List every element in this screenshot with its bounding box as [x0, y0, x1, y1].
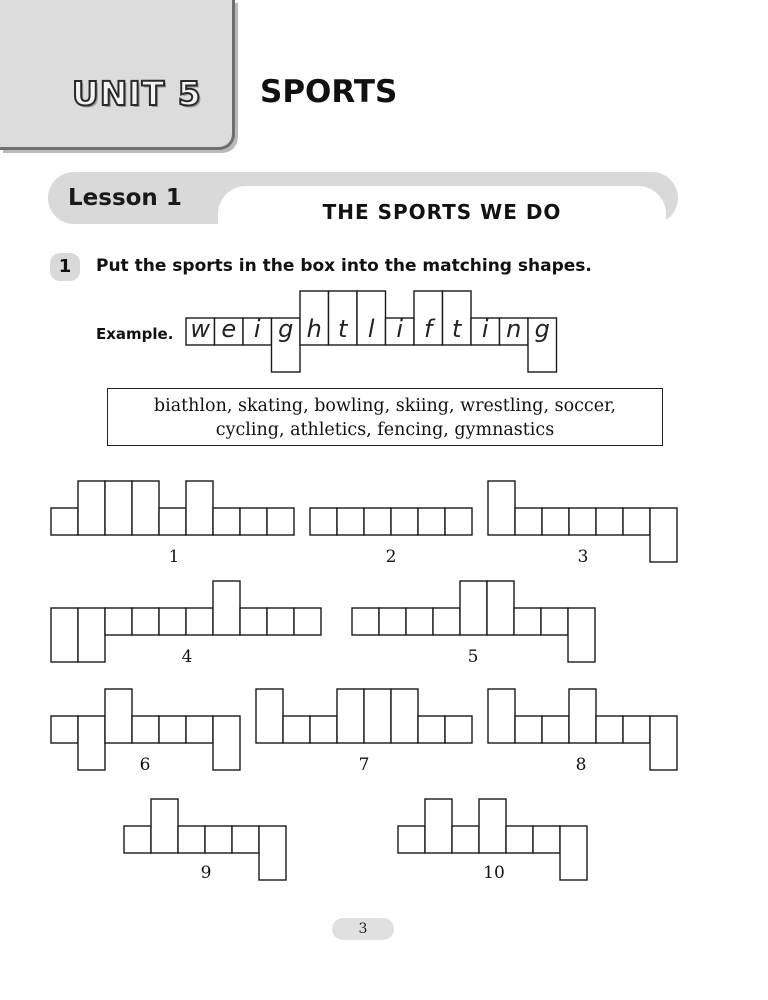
puzzle-4-cell[interactable]	[105, 608, 132, 635]
puzzle-1-cell[interactable]	[213, 508, 240, 535]
puzzle-1-cell[interactable]	[105, 481, 132, 535]
puzzle-4-cell[interactable]	[51, 608, 78, 662]
puzzle-number-label: 8	[575, 755, 587, 775]
puzzle-5-cell[interactable]	[514, 608, 541, 635]
puzzle-5-cell[interactable]	[433, 608, 460, 635]
puzzle-10-cell[interactable]	[560, 826, 587, 880]
puzzle-10-cell[interactable]	[506, 826, 533, 853]
puzzle-4-cell[interactable]	[294, 608, 321, 635]
unit-title: SPORTS	[260, 74, 398, 110]
puzzle-7-cell[interactable]	[418, 716, 445, 743]
example-letter: g	[278, 315, 294, 343]
puzzle-3-cell[interactable]	[650, 508, 677, 562]
puzzle-4-cell[interactable]	[267, 608, 294, 635]
puzzle-6-cell[interactable]	[51, 716, 78, 743]
example-letter: i	[481, 315, 489, 343]
puzzle-number-label: 10	[483, 863, 505, 883]
puzzle-3-cell[interactable]	[596, 508, 623, 535]
puzzle-7-cell[interactable]	[283, 716, 310, 743]
puzzle-7-cell[interactable]	[445, 716, 472, 743]
puzzle-2-cell[interactable]	[337, 508, 364, 535]
puzzle-number-label: 2	[385, 547, 397, 567]
puzzle-5-cell[interactable]	[568, 608, 595, 662]
puzzle-6-cell[interactable]	[213, 716, 240, 770]
lesson-title: THE SPORTS WE DO	[322, 200, 562, 224]
puzzle-5-cell[interactable]	[460, 581, 487, 635]
puzzle-4-cell[interactable]	[213, 581, 240, 635]
puzzle-1-cell[interactable]	[186, 481, 213, 535]
word-box-line-2: cycling, athletics, fencing, gymnastics	[215, 420, 555, 440]
puzzle-1-cell[interactable]	[132, 481, 159, 535]
puzzle-3-cell[interactable]	[542, 508, 569, 535]
puzzle-1-cell[interactable]	[51, 508, 78, 535]
puzzle-8-cell[interactable]	[596, 716, 623, 743]
puzzle-5-cell[interactable]	[379, 608, 406, 635]
puzzle-number-label: 1	[168, 547, 180, 567]
puzzle-6-cell[interactable]	[132, 716, 159, 743]
example-letter: h	[306, 315, 322, 343]
puzzle-4-cell[interactable]	[78, 608, 105, 662]
puzzle-4-cell[interactable]	[186, 608, 213, 635]
puzzle-6-cell[interactable]	[78, 716, 105, 770]
puzzle-3-cell[interactable]	[623, 508, 650, 535]
example-letter: g	[534, 315, 550, 343]
example-letter: n	[506, 315, 522, 343]
puzzle-8-cell[interactable]	[542, 716, 569, 743]
puzzle-4-cell[interactable]	[159, 608, 186, 635]
puzzle-9-cell[interactable]	[151, 799, 178, 853]
puzzle-1-cell[interactable]	[267, 508, 294, 535]
puzzle-2-cell[interactable]	[310, 508, 337, 535]
puzzle-2-cell[interactable]	[391, 508, 418, 535]
puzzle-1-cell[interactable]	[240, 508, 267, 535]
puzzle-6-cell[interactable]	[186, 716, 213, 743]
lesson-label: Lesson 1	[68, 185, 182, 211]
puzzle-8-cell[interactable]	[515, 716, 542, 743]
puzzle-5-cell[interactable]	[541, 608, 568, 635]
exercise-number-badge: 1	[50, 253, 80, 281]
puzzle-8-cell[interactable]	[650, 716, 677, 770]
example-letter: i	[396, 315, 404, 343]
puzzle-5-cell[interactable]	[352, 608, 379, 635]
puzzle-7-cell[interactable]	[310, 716, 337, 743]
puzzle-6-cell[interactable]	[105, 689, 132, 743]
puzzle-8-cell[interactable]	[569, 689, 596, 743]
puzzle-6-cell[interactable]	[159, 716, 186, 743]
puzzle-10-cell[interactable]	[425, 799, 452, 853]
puzzle-2-cell[interactable]	[418, 508, 445, 535]
puzzle-7-cell[interactable]	[364, 689, 391, 743]
puzzle-7-cell[interactable]	[256, 689, 283, 743]
page-number: 3	[332, 918, 394, 940]
puzzle-1-cell[interactable]	[159, 508, 186, 535]
puzzle-4-cell[interactable]	[240, 608, 267, 635]
puzzle-8-cell[interactable]	[623, 716, 650, 743]
puzzle-10-cell[interactable]	[479, 799, 506, 853]
puzzle-8-cell[interactable]	[488, 689, 515, 743]
puzzle-2-cell[interactable]	[445, 508, 472, 535]
puzzle-1-cell[interactable]	[78, 481, 105, 535]
puzzle-3-cell[interactable]	[488, 481, 515, 535]
puzzle-9-cell[interactable]	[178, 826, 205, 853]
puzzle-number-label: 3	[577, 547, 589, 567]
puzzle-10-cell[interactable]	[398, 826, 425, 853]
puzzle-5-cell[interactable]	[487, 581, 514, 635]
example-letter: l	[367, 315, 375, 343]
example-letter: i	[253, 315, 261, 343]
puzzle-7-cell[interactable]	[337, 689, 364, 743]
puzzle-10-cell[interactable]	[533, 826, 560, 853]
example-label: Example.	[96, 325, 174, 343]
puzzle-9-cell[interactable]	[124, 826, 151, 853]
puzzle-7-cell[interactable]	[391, 689, 418, 743]
puzzle-number-label: 6	[139, 755, 151, 775]
word-box-line-1: biathlon, skating, bowling, skiing, wrestling, soccer,	[153, 396, 617, 416]
puzzle-3-cell[interactable]	[515, 508, 542, 535]
puzzle-9-cell[interactable]	[205, 826, 232, 853]
puzzle-4-cell[interactable]	[132, 608, 159, 635]
puzzle-10-cell[interactable]	[452, 826, 479, 853]
puzzle-2-cell[interactable]	[364, 508, 391, 535]
puzzle-9-cell[interactable]	[259, 826, 286, 880]
example-letter: t	[338, 315, 348, 343]
example-letter: t	[452, 315, 462, 343]
puzzle-number-label: 5	[467, 647, 479, 667]
exercise-instruction: Put the sports in the box into the matching shapes.	[96, 256, 592, 276]
example-letter: w	[190, 315, 211, 343]
puzzle-number-label: 4	[181, 647, 193, 667]
puzzle-number-label: 7	[358, 755, 370, 775]
puzzle-9-cell[interactable]	[232, 826, 259, 853]
puzzle-3-cell[interactable]	[569, 508, 596, 535]
example-letter: f	[424, 315, 433, 343]
unit-label: UNIT 5	[72, 74, 202, 113]
puzzle-number-label: 9	[200, 863, 212, 883]
example-letter: e	[221, 315, 237, 343]
puzzle-5-cell[interactable]	[406, 608, 433, 635]
